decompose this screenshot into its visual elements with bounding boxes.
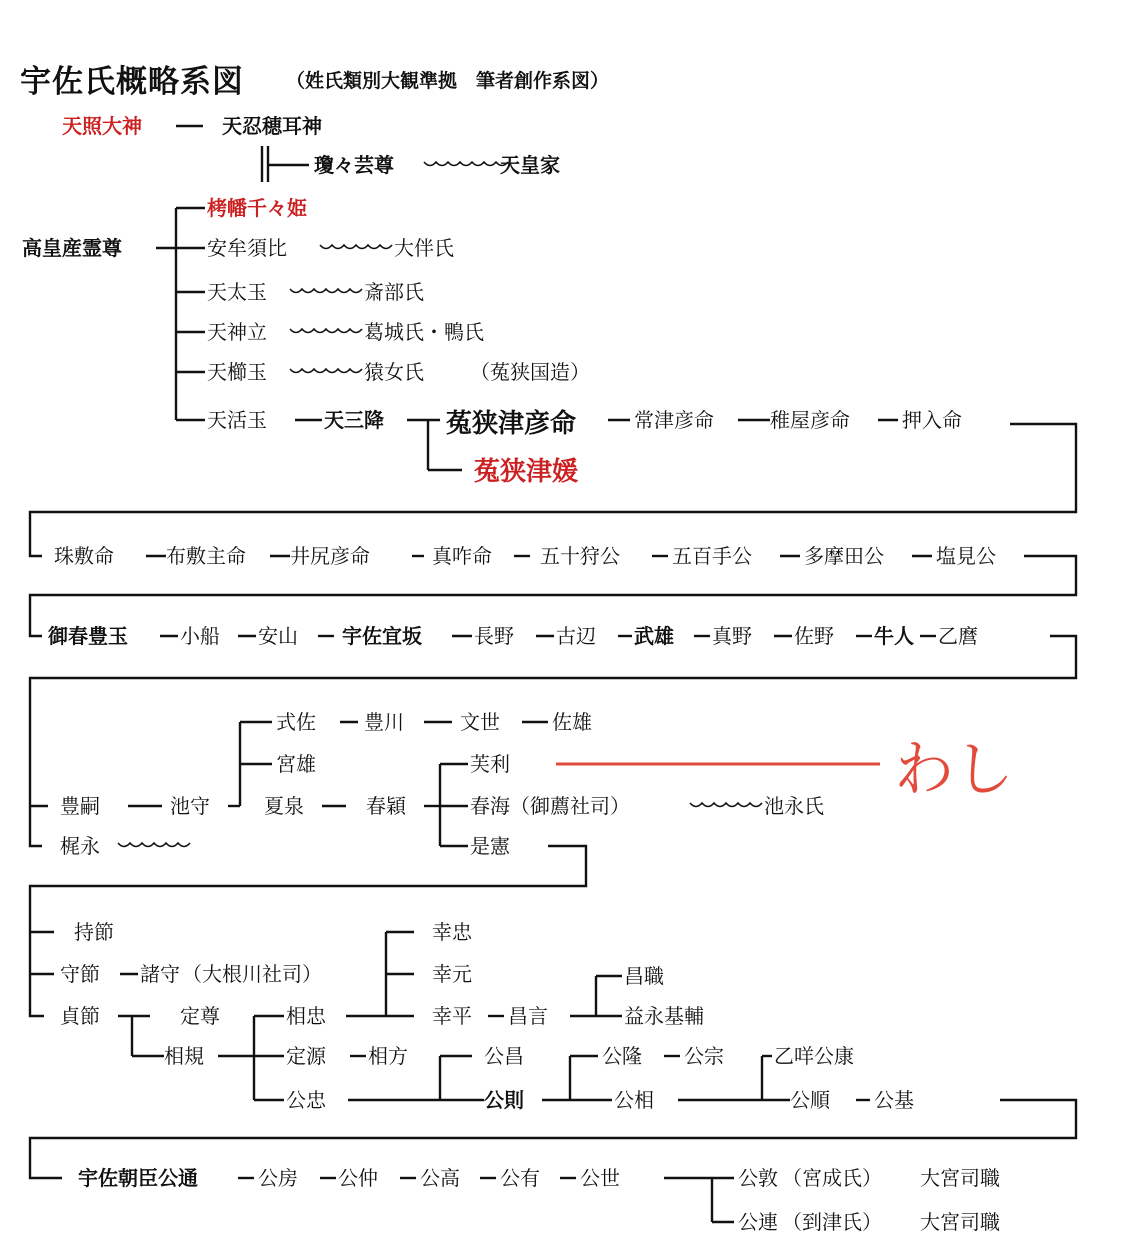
person-kimitsura: 公連 <box>738 1210 778 1234</box>
dashed-lineage-lines <box>118 162 762 847</box>
person-otoyo: 乙咩公康 <box>774 1044 854 1068</box>
person-itotsu: （到津氏） <box>782 1210 882 1234</box>
person-sadanori: 貞節 <box>60 1004 100 1028</box>
person-masunaga: 益永基輔 <box>624 1004 704 1028</box>
person-kintada: 公忠 <box>286 1088 326 1112</box>
page-title: 宇佐氏概略系図 <box>20 64 244 100</box>
person-sukekata: 相方 <box>368 1044 408 1068</box>
person-kimitaka: 公隆 <box>602 1044 642 1068</box>
person-amaterasu: 天照大神 <box>62 114 142 138</box>
person-otomo: 大伴氏 <box>394 236 454 260</box>
person-kimifusa: 公房 <box>258 1166 298 1190</box>
person-takuhata: 栲幡千々姫 <box>207 196 307 220</box>
person-ijiri: 井尻彦命 <box>290 544 370 568</box>
person-sarume: 猿女氏 <box>364 360 424 384</box>
person-kimiyo: 公世 <box>580 1166 620 1190</box>
person-toyokawa: 豊川 <box>364 710 404 734</box>
person-takamimusubi: 高皇産霊尊 <box>22 236 122 260</box>
person-yukitada: 幸忠 <box>432 920 472 944</box>
person-morinori: 守節 <box>60 962 100 986</box>
person-masaku: 真咋命 <box>432 544 492 568</box>
person-kiminaka: 公仲 <box>338 1166 378 1190</box>
person-miyanari: （宮成氏） <box>782 1166 882 1190</box>
person-oshihomimi: 天忍穂耳神 <box>222 114 322 138</box>
person-ameoshi-line: 安牟須比 <box>207 236 287 260</box>
person-takeo: 武雄 <box>634 624 674 648</box>
person-moromori: 諸守 <box>140 962 180 986</box>
person-kimimichi: 宇佐朝臣公通 <box>78 1166 198 1190</box>
person-wakayahiko: 稚屋彦命 <box>770 408 850 432</box>
person-furube: 古辺 <box>556 624 596 648</box>
person-usatsuhiko: 菟狭津彦命 <box>446 409 577 439</box>
person-kimimune: 公宗 <box>684 1044 724 1068</box>
person-harumi: 春海 <box>470 794 510 818</box>
person-yukihira: 幸平 <box>432 1004 472 1028</box>
office-daiguji-1: 大宮司職 <box>920 1166 1000 1190</box>
person-usatsuhime: 菟狭津媛 <box>474 457 579 487</box>
person-tamashiki: 珠敷命 <box>54 544 114 568</box>
person-tennoke: 天皇家 <box>500 153 560 177</box>
person-ushito: 牛人 <box>874 624 914 648</box>
person-sukeo: 佐雄 <box>552 710 592 734</box>
person-yasuyama: 安山 <box>258 624 298 648</box>
annotation-text: わし <box>894 735 1014 805</box>
person-moromori-note: （大根川社司） <box>182 962 322 986</box>
person-miyao: 宮雄 <box>276 752 316 776</box>
person-mano: 真野 <box>712 624 752 648</box>
person-igatari: 五十狩公 <box>540 544 620 568</box>
person-tokotsuhiko: 常津彦命 <box>634 408 714 432</box>
person-obune: 小船 <box>180 624 220 648</box>
person-masamoto: 昌職 <box>624 964 664 988</box>
person-sukemada: 相忠 <box>286 1004 326 1028</box>
person-kimiatsu: 公敦 <box>738 1166 778 1190</box>
person-labels <box>22 114 1000 1234</box>
person-kiminobu: 公順 <box>790 1088 830 1112</box>
person-toyotsugu: 豊嗣 <box>60 794 100 818</box>
person-amehiwashi: 天活玉 <box>207 408 267 432</box>
page-subtitle: （姓氏類別大観準拠 筆者創作系図） <box>286 70 610 92</box>
person-iote: 五百手公 <box>672 544 752 568</box>
person-sadamoto: 定源 <box>286 1044 326 1068</box>
person-sukenori: 相規 <box>164 1044 204 1068</box>
person-harumi-note: （御薦社司） <box>510 794 630 818</box>
person-kimimoto: 公基 <box>874 1088 914 1112</box>
person-shikisuke: 式佐 <box>276 710 316 734</box>
person-amenokushidama: 天櫛玉 <box>207 360 267 384</box>
person-kazuraki: 葛城氏・鴨氏 <box>364 320 484 344</box>
person-amemikudari: 天三降 <box>324 408 384 432</box>
person-kimiari: 公有 <box>500 1166 540 1190</box>
person-kimitaka2: 公高 <box>420 1166 460 1190</box>
person-kimisuke: 公相 <box>614 1088 654 1112</box>
person-yukimoto: 幸元 <box>432 962 472 986</box>
office-daiguji-2: 大宮司職 <box>920 1210 1000 1234</box>
person-kajinaga: 梶永 <box>60 834 100 858</box>
person-sano: 佐野 <box>794 624 834 648</box>
person-amefutodama: 天太玉 <box>207 280 267 304</box>
person-fumiyo: 文世 <box>460 710 500 734</box>
person-ikenaga: 池永氏 <box>764 794 824 818</box>
person-ninigi: 瓊々芸尊 <box>314 153 394 177</box>
person-natsuizumi: 夏泉 <box>264 794 304 818</box>
person-yoritoshi: 芙利 <box>470 752 510 776</box>
person-imbe: 斎部氏 <box>364 280 424 304</box>
person-usa-kuninomiyatsuko: （菟狭国造） <box>470 360 590 384</box>
person-harukai: 春穎 <box>366 794 406 818</box>
person-oshiiri: 押入命 <box>902 408 962 432</box>
person-amenokamitachi: 天神立 <box>207 320 267 344</box>
person-kimimasa: 公昌 <box>484 1044 524 1068</box>
person-ikemori: 池守 <box>170 794 210 818</box>
person-kiminori: 公則 <box>484 1088 524 1112</box>
person-masagoto: 昌言 <box>508 1004 548 1028</box>
person-mochinori: 持節 <box>74 920 114 944</box>
person-nunoshiki: 布敷主命 <box>166 544 246 568</box>
person-tamata: 多摩田公 <box>804 544 884 568</box>
person-korenori: 是憲 <box>470 834 510 858</box>
person-shiomi: 塩見公 <box>936 544 996 568</box>
person-nagano: 長野 <box>474 624 514 648</box>
person-sadataka: 定尊 <box>180 1004 220 1028</box>
person-mikasu: 御春豊玉 <box>48 624 128 648</box>
person-otomaro: 乙麿 <box>938 624 978 648</box>
person-usanobusaka: 宇佐宜坂 <box>342 624 422 648</box>
